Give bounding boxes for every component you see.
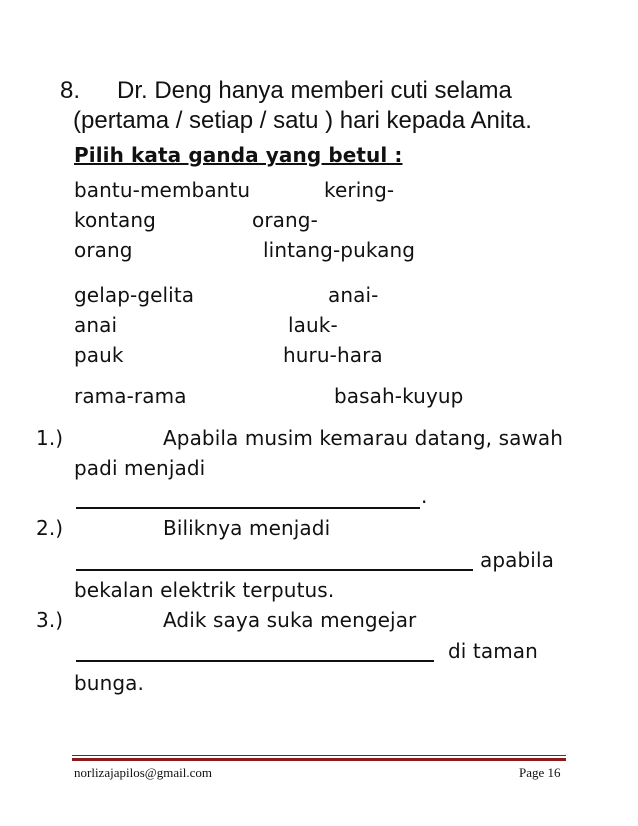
- question-8-number: 8.: [60, 77, 81, 104]
- question-2-text: Biliknya menjadi: [163, 516, 331, 540]
- word-bank-item: lintang-pukang: [263, 238, 416, 262]
- question-8-line2: (pertama / setiap / satu ) hari kepada Anita.: [73, 107, 532, 134]
- question-2-answer-blank[interactable]: [76, 551, 473, 571]
- question-1-text-cont: padi menjadi: [74, 456, 206, 480]
- question-1-answer-blank[interactable]: [76, 489, 420, 509]
- word-bank-item: pauk: [74, 343, 124, 367]
- word-bank-item: kontang: [74, 208, 156, 232]
- question-3-after-blank: di taman: [448, 639, 538, 663]
- word-bank-item: bantu-membantu: [74, 178, 251, 202]
- word-bank-item: anai-: [328, 283, 379, 307]
- question-2-text-cont: bekalan elektrik terputus.: [74, 578, 335, 602]
- word-bank-item: gelap-gelita: [74, 283, 195, 307]
- instruction-heading: Pilih kata ganda yang betul :: [74, 143, 403, 167]
- question-3-answer-blank[interactable]: [76, 642, 434, 662]
- word-bank-item: lauk-: [288, 313, 338, 337]
- word-bank-item: orang: [74, 238, 133, 262]
- footer-page-number: Page 16: [519, 765, 561, 780]
- question-1-number: 1.): [36, 426, 64, 450]
- footer-rule-thick: [72, 758, 566, 761]
- question-1-period: .: [421, 484, 428, 508]
- footer-email: norlizajapilos@gmail.com: [74, 765, 212, 780]
- footer-rule-thin: [72, 755, 566, 756]
- question-8-line1: Dr. Deng hanya memberi cuti selama: [117, 77, 512, 104]
- question-3-text-cont: bunga.: [74, 671, 144, 695]
- question-2-after-blank: apabila: [480, 548, 554, 572]
- question-3-text: Adik saya suka mengejar: [163, 608, 417, 632]
- word-bank-item: anai: [74, 313, 118, 337]
- question-1-text: Apabila musim kemarau datang, sawah: [163, 426, 564, 450]
- word-bank-item: kering-: [324, 178, 395, 202]
- word-bank-item: basah-kuyup: [334, 384, 464, 408]
- word-bank-item: rama-rama: [74, 384, 187, 408]
- word-bank-item: orang-: [252, 208, 318, 232]
- question-2-number: 2.): [36, 516, 64, 540]
- word-bank-item: huru-hara: [283, 343, 383, 367]
- question-3-number: 3.): [36, 608, 64, 632]
